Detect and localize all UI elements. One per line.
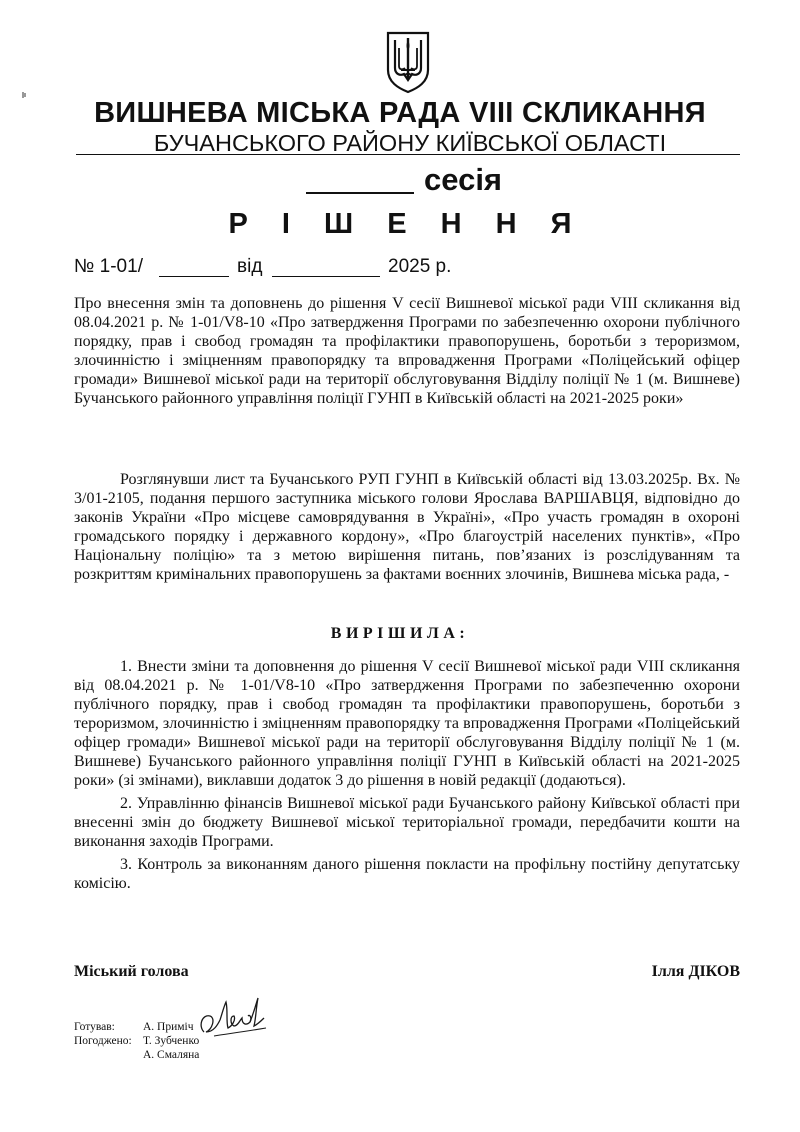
decision-item: 3. Контроль за виконанням даного рішення покласти на профільну постійну депутатську комісію. [74, 856, 740, 892]
resolved-heading: ВИРІШИЛА: [330, 625, 470, 642]
decision-item: 1. Внести зміни та доповнення до рішення V сесії Вишневої міської ради VIII скликання від 08.04.2021 р. № 1-01/V8-10 «Про затвердження Програми по забезпеченню охорони публічного порядку, прав і свобод громадян та профілактики правопорушень, боротьби з тероризмом, злочинністю і зміцненням правопорядку та впровадження Програми «Поліцейський офіцер громади» Вишневої міської ради на території обслуговування Відділу поліції № 1 (м. Вишневе) Бучанського районного управління поліції ГУНП в Київській області на 2021-2025 роки» (зі змінами), виклавши додаток 3 до рішення в новій редакції (додаються). [74, 658, 740, 789]
date-prefix: від [237, 256, 263, 277]
handwritten-signature [194, 996, 272, 1042]
prepared-label: Готував: [74, 1021, 115, 1033]
decision-item: 2. Управлінню фінансів Вишневої міської ради Бучанського району Київської області при внесенні змін до бюджету Вишневої міської територіальної громади, передбачити кошти на виконання заходів Програми. [74, 795, 740, 850]
decision-number-blank [159, 276, 229, 277]
prepared-by: А. Приміч [143, 1021, 194, 1033]
agreed-label: Погоджено: [74, 1035, 132, 1047]
date-blank [272, 276, 380, 277]
number-date-line [74, 256, 574, 286]
session-word: сесія [424, 162, 503, 197]
decision-year: 2025 р. [388, 256, 452, 277]
signature-block [74, 963, 740, 983]
signatory-position: Міський голова [74, 963, 189, 980]
session-number-blank [306, 192, 414, 194]
agreed-by: Т. Зубченко [143, 1035, 200, 1047]
district-title: БУЧАНСЬКОГО РАЙОНУ КИЇВСЬКОЇ ОБЛАСТІ [153, 130, 667, 156]
document-type-title: Р І Ш Е Н Н Я [228, 208, 585, 240]
decision-number-prefix: № 1-01/ [74, 256, 143, 277]
header-divider [76, 154, 740, 155]
council-title: ВИШНЕВА МІСЬКА РАДА VIII СКЛИКАННЯ [94, 97, 706, 129]
coat-of-arms-icon [384, 30, 432, 94]
decision-subject: Про внесення змін та доповнень до рішення V сесії Вишневої міської ради VIII скликання від 08.04.2021 р. № 1-01/V8-10 «Про затвердження Програми по забезпеченню охорони публічного порядку, прав і свобод громадян та профілактики правопорушень, боротьби з тероризмом, злочинністю і зміцненням правопорядку та впровадження Програми «Поліцейський офіцер громади» Вишневої міської ради на території обслуговування Відділу поліції № 1 (м. Вишневе) Бучанського районного управління поліції ГУНП в Київській області на 2021-2025 роки» [74, 295, 740, 407]
decision-items [74, 657, 740, 897]
agreed-by: А. Смаляна [143, 1049, 200, 1061]
signatory-name: Ілля ДІКОВ [651, 963, 740, 980]
session-line [300, 162, 560, 202]
preamble-paragraph: Розглянувши лист та Бучанського РУП ГУНП в Київській області від 13.03.2025р. Вх. № 3/01-2105, подання першого заступника міського голови Ярослава ВАРШАВЦЯ, відповідно до законів України «Про місцеве самоврядування в Україні», «Про участь громадян в охороні громадського порядку і державного кордону», «Про благоустрій населених пунктів», «Про Національну поліцію» та з метою вирішення питань, пов’язаних із розслідуванням та розкриттям кримінальних правопорушень за фактами воєнних злочинів, Вишнева міська рада, - [74, 471, 740, 583]
